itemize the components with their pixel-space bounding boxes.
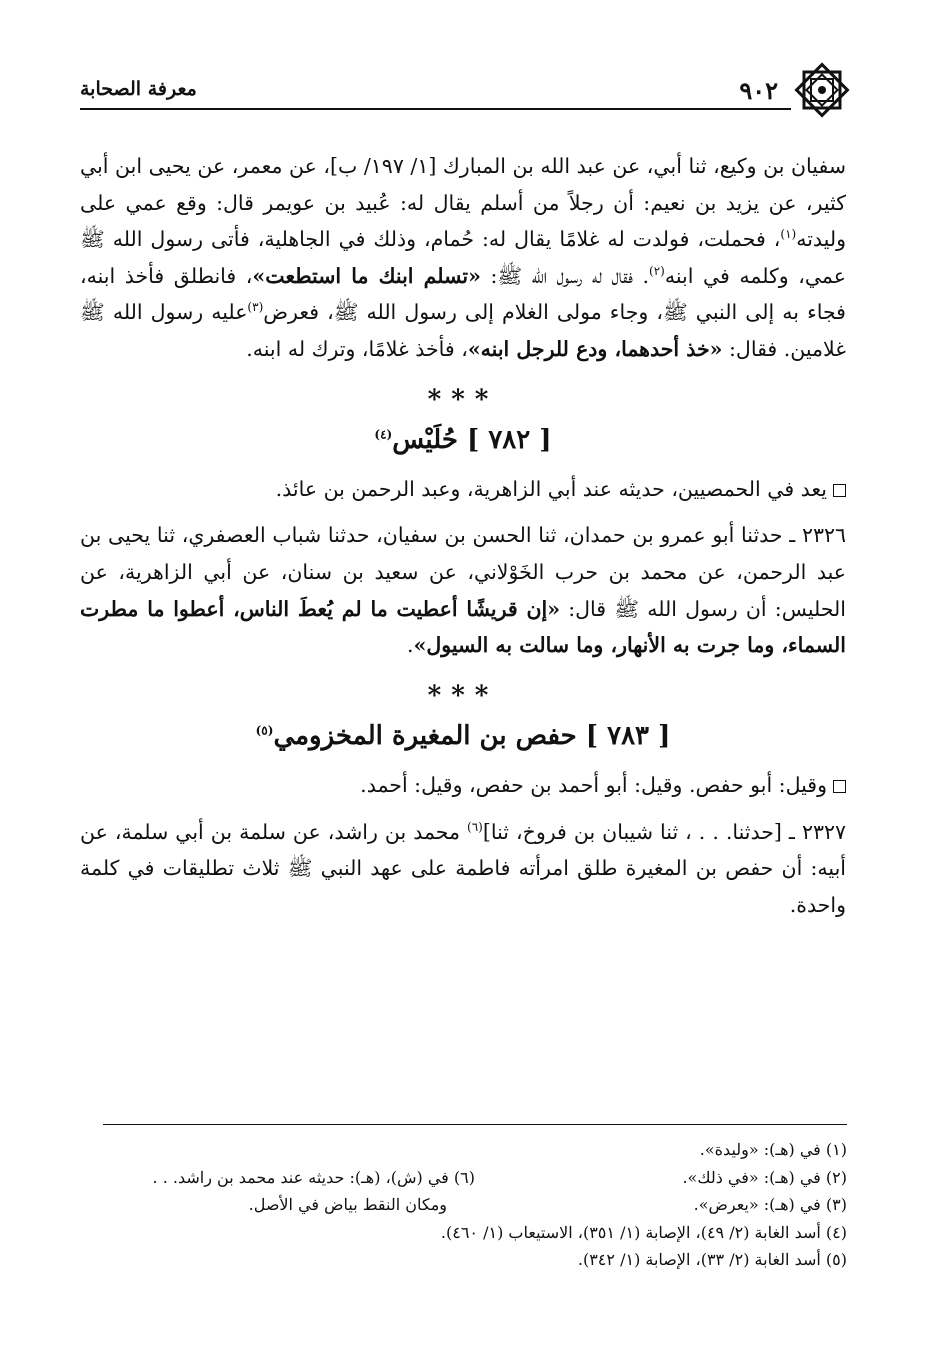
entry-heading-783 — [80, 718, 846, 755]
footnote-row — [103, 1136, 847, 1164]
footnote-ref: (١) — [780, 227, 797, 242]
running-title: معرفة الصحابة — [80, 78, 197, 100]
entry-intro — [80, 471, 846, 508]
octagram-ornament-icon — [794, 62, 850, 118]
section-separator: *** — [427, 680, 499, 711]
hadith-2327 — [80, 814, 846, 924]
text-run: يعد في الحمصيين، حديثه عند أبي الزاهرية، وعبد الرحمن بن عائذ. — [275, 476, 827, 501]
footnote-divider — [103, 1124, 847, 1125]
text-run: سفيان بن وكيع، ثنا أبي، عن عبد الله بن المبارك [١/ ١٩٧/ ب]، عن معمر، عن يحيى ابن أبي كثير، عن يزيد بن نعيم: أن رجلاً من أسلم يقال له: عُبيد بن عويمر قال: وقع عمي على وليدته — [80, 154, 846, 252]
page-header — [80, 62, 850, 112]
text-run: ٢٣٢٦ ـ حدثنا أبو عمرو بن حمدان، ثنا الحسن بن سفيان، حدثنا شباب العصفري، ثنا يحيى بن عبد الرحمن، عن محمد بن حرب الخَوْلاني، عن سعيد بن سنان، عن أبي الزاهرية، عن الحليس: أن رسول الله ﷺ قال: — [80, 523, 846, 621]
footnote-1: (١) في (هـ): «وليدة». — [699, 1140, 847, 1159]
footnotes — [103, 1136, 847, 1274]
footnote-ref: (٤) — [374, 427, 393, 442]
entry-intro — [80, 767, 846, 804]
paragraph-1 — [80, 148, 846, 368]
footnote-4: (٤) أسد الغابة (٢/ ٤٩)، الإصابة (١/ ٣٥١)، الاستيعاب (١/ ٤٦٠). — [440, 1222, 847, 1242]
entry-title: [ ٧٨٢ ] حُلَيْس — [392, 425, 552, 456]
footnote-ref: (٣) — [247, 300, 264, 315]
hadith-2326 — [80, 517, 846, 663]
entry-heading-782 — [80, 422, 846, 459]
footnote-row — [103, 1219, 847, 1247]
page-number: ٩٠٢ — [739, 76, 778, 105]
footnote-5: (٥) أسد الغابة (٢/ ٣٣)، الإصابة (١/ ٣٤٢). — [577, 1250, 847, 1270]
footnote-3: (٣) في (هـ): «يعرض». — [693, 1195, 847, 1215]
square-bullet-icon — [833, 484, 846, 497]
footnote-6-continued: ومكان النقط بياض في الأصل. — [248, 1195, 447, 1215]
footnote-6: (٦) في (ش)، (هـ): حديثه عند محمد بن راشد. . . — [152, 1167, 475, 1187]
hadith-quote: «إن قريشًا أعطيت ما لم يُعطَ الناس، أعطوا ما مطرت السماء، وما جرت به الأنهار، وما سالت به السيول» — [80, 596, 846, 658]
footnote-ref: (٥) — [255, 723, 274, 738]
footnote-2: (٢) في (هـ): «في ذلك». — [682, 1167, 847, 1187]
square-bullet-icon — [833, 780, 846, 793]
hadith-quote: «خذ أحدهما، ودع للرجل ابنه» — [467, 336, 723, 361]
footnote-ref: (٦) — [467, 819, 483, 834]
text-run: . فقال له رسول الله ﷺ: — [480, 263, 650, 288]
text-run: . — [407, 633, 414, 658]
footnote-row — [103, 1164, 847, 1192]
text-run: وقيل: أبو حفص. وقيل: أبو أحمد بن حفص، وقيل: أحمد. — [360, 772, 827, 797]
main-text — [80, 148, 846, 923]
text-run: ، فأخذ غلامًا، وترك له ابنه. — [246, 336, 468, 361]
hadith-quote: «تسلم ابنك ما استطعت» — [252, 263, 481, 288]
footnote-ref: (٢) — [649, 263, 665, 278]
text-run: عليه رسول الله ﷺ غلامين. فقال: — [80, 300, 846, 361]
header-divider — [80, 108, 791, 110]
entry-title: [ ٧٨٣ ] حفص بن المغيرة المخزومي — [273, 721, 671, 752]
text-run: ، فحملت، فولدت له غلامًا يقال له: حُمام، وذلك في الجاهلية، فأتى رسول الله ﷺ عمي، وكلمه في ابنه — [80, 227, 847, 288]
text-run: ، فانطلق فأخذ ابنه، فجاء به إلى النبي ﷺ، وجاء مولى الغلام إلى رسول الله ﷺ، فعرض — [80, 263, 846, 325]
footnote-row — [103, 1191, 847, 1219]
footnote-row — [103, 1246, 847, 1274]
section-separator: *** — [427, 384, 499, 415]
text-run: ٢٣٢٧ ـ [حدثنا. . . ، ثنا شيبان بن فروخ، ثنا] — [482, 819, 846, 844]
text-run: محمد بن راشد، عن سلمة بن أبي سلمة، عن أبيه: أن حفص بن المغيرة طلق امرأته فاطمة على عهد النبي ﷺ ثلاث تطليقات في كلمة واحدة. — [80, 819, 846, 917]
